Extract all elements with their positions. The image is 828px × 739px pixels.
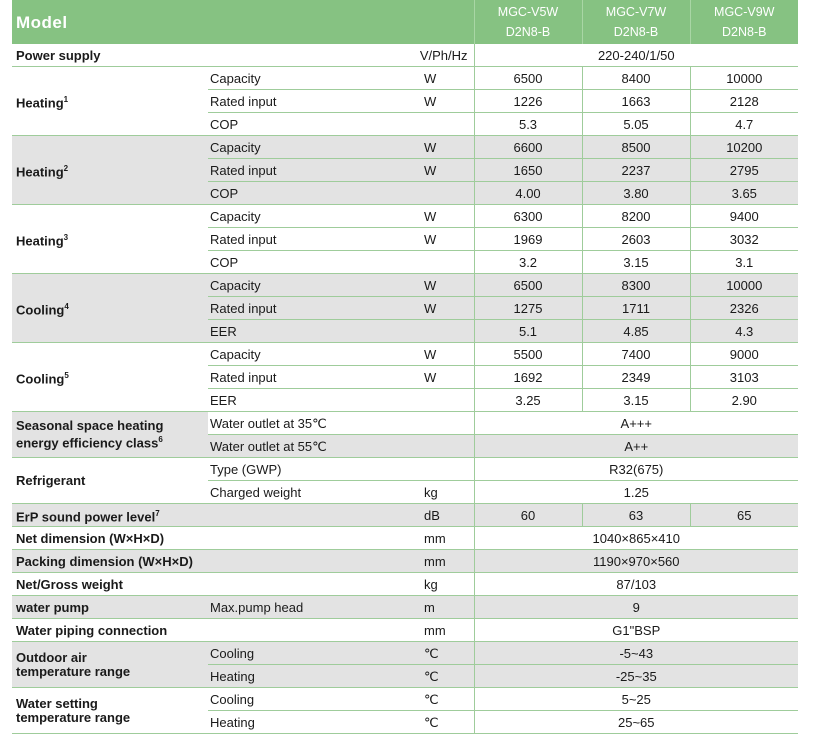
row-value-2: 8200 bbox=[582, 205, 690, 228]
row-unit: W bbox=[424, 159, 474, 182]
pump-unit: m bbox=[424, 596, 474, 619]
net-dimension-label: Net dimension (W×H×D) bbox=[12, 527, 424, 550]
refrigerant-label: Refrigerant bbox=[12, 458, 208, 504]
water-setting-label bbox=[12, 688, 208, 734]
row-value-1: 6300 bbox=[474, 205, 582, 228]
group-3-row-1 bbox=[12, 205, 798, 228]
row-value-1: 6500 bbox=[474, 67, 582, 90]
group-4-label bbox=[12, 274, 208, 343]
piping-unit: mm bbox=[424, 619, 474, 642]
model-header-row bbox=[12, 0, 798, 44]
row-value-3: 2.90 bbox=[690, 389, 798, 412]
sound-label bbox=[12, 504, 424, 527]
net-dimension-row bbox=[12, 527, 798, 550]
row-value-1: 4.00 bbox=[474, 182, 582, 205]
water-setting-label-line1: Water setting bbox=[16, 695, 98, 711]
row-unit: W bbox=[424, 228, 474, 251]
row-value-1: 1275 bbox=[474, 297, 582, 320]
group-5-label bbox=[12, 343, 208, 412]
row-value-2: 3.15 bbox=[582, 251, 690, 274]
net-dimension-unit: mm bbox=[424, 527, 474, 550]
seasonal-value-2: A++ bbox=[474, 435, 798, 458]
model-name-1: MGC-V5W bbox=[497, 5, 559, 19]
row-value-1: 1226 bbox=[474, 90, 582, 113]
water-setting-row-1 bbox=[12, 688, 798, 711]
packing-dimension-value: 1190×970×560 bbox=[474, 550, 798, 573]
outdoor-row-1 bbox=[12, 642, 798, 665]
refrigerant-unit-2: kg bbox=[424, 481, 474, 504]
row-value-2: 1663 bbox=[582, 90, 690, 113]
water-setting-sub-1: Cooling bbox=[208, 688, 424, 711]
row-value-3: 2326 bbox=[690, 297, 798, 320]
row-sub-label: Capacity bbox=[208, 67, 424, 90]
model-label: Model bbox=[12, 0, 474, 44]
model-variant-1: D2N8-B bbox=[505, 25, 551, 39]
specification-table bbox=[12, 0, 798, 734]
group-label-text: Cooling bbox=[16, 371, 65, 387]
net-dimension-value: 1040×865×410 bbox=[474, 527, 798, 550]
model-header-1 bbox=[474, 0, 582, 44]
row-sub-label: COP bbox=[208, 113, 424, 136]
row-value-2: 4.85 bbox=[582, 320, 690, 343]
seasonal-sub-1: Water outlet at 35℃ bbox=[208, 412, 474, 435]
row-value-3: 3103 bbox=[690, 366, 798, 389]
row-unit: W bbox=[424, 205, 474, 228]
row-sub-label: Rated input bbox=[208, 366, 424, 389]
row-value-2: 3.80 bbox=[582, 182, 690, 205]
group-label-text: Cooling bbox=[16, 302, 65, 318]
water-setting-label-line2: temperature range bbox=[16, 709, 131, 725]
pump-value: 9 bbox=[474, 596, 798, 619]
row-value-3: 4.7 bbox=[690, 113, 798, 136]
model-name-3: MGC-V9W bbox=[714, 5, 775, 19]
sound-label-text: ErP sound power level bbox=[16, 509, 156, 525]
row-value-3: 9400 bbox=[690, 205, 798, 228]
row-value-2: 5.05 bbox=[582, 113, 690, 136]
row-value-1: 5.1 bbox=[474, 320, 582, 343]
row-value-2: 8400 bbox=[582, 67, 690, 90]
row-value-2: 2349 bbox=[582, 366, 690, 389]
row-unit: W bbox=[424, 343, 474, 366]
weight-unit: kg bbox=[424, 573, 474, 596]
group-footnote: 3 bbox=[63, 232, 69, 242]
outdoor-sub-2: Heating bbox=[208, 665, 424, 688]
water-setting-sub-2: Heating bbox=[208, 711, 424, 734]
seasonal-label-line1: Seasonal space heating bbox=[16, 417, 164, 433]
piping-label: Water piping connection bbox=[12, 619, 424, 642]
row-value-2: 2237 bbox=[582, 159, 690, 182]
seasonal-sub-2: Water outlet at 55℃ bbox=[208, 435, 474, 458]
row-sub-label: EER bbox=[208, 320, 424, 343]
sound-footnote: 7 bbox=[155, 508, 160, 518]
piping-value: G1"BSP bbox=[474, 619, 798, 642]
outdoor-value-1: -5~43 bbox=[474, 642, 798, 665]
row-value-2: 1711 bbox=[582, 297, 690, 320]
refrigerant-sub-2: Charged weight bbox=[208, 481, 424, 504]
row-sub-label: Capacity bbox=[208, 343, 424, 366]
group-footnote: 1 bbox=[63, 94, 69, 104]
row-unit: W bbox=[424, 67, 474, 90]
row-sub-label: COP bbox=[208, 251, 424, 274]
row-sub-label: Rated input bbox=[208, 228, 424, 251]
row-unit bbox=[424, 389, 474, 412]
model-name-2: MGC-V7W bbox=[605, 5, 667, 19]
water-setting-value-1: 5~25 bbox=[474, 688, 798, 711]
row-value-3: 10000 bbox=[690, 67, 798, 90]
model-header-3 bbox=[690, 0, 798, 44]
refrigerant-row-1 bbox=[12, 458, 798, 481]
row-sub-label: COP bbox=[208, 182, 424, 205]
row-unit bbox=[424, 182, 474, 205]
row-value-3: 2128 bbox=[690, 90, 798, 113]
group-label-text: Heating bbox=[16, 233, 64, 249]
outdoor-unit-1: ℃ bbox=[424, 642, 474, 665]
group-4-row-1 bbox=[12, 274, 798, 297]
weight-value: 87/103 bbox=[474, 573, 798, 596]
row-value-3: 10200 bbox=[690, 136, 798, 159]
power-supply-value: 220-240/1/50 bbox=[474, 44, 798, 67]
row-value-1: 1650 bbox=[474, 159, 582, 182]
outdoor-label-line2: temperature range bbox=[16, 663, 131, 679]
refrigerant-value-1: R32(675) bbox=[474, 458, 798, 481]
group-2-row-1 bbox=[12, 136, 798, 159]
row-value-1: 3.2 bbox=[474, 251, 582, 274]
pump-label: water pump bbox=[12, 596, 208, 619]
row-value-3: 4.3 bbox=[690, 320, 798, 343]
seasonal-footnote: 6 bbox=[158, 434, 163, 444]
row-value-3: 2795 bbox=[690, 159, 798, 182]
seasonal-label bbox=[12, 412, 208, 458]
row-unit: W bbox=[424, 136, 474, 159]
packing-dimension-unit: mm bbox=[424, 550, 474, 573]
row-value-1: 5.3 bbox=[474, 113, 582, 136]
refrigerant-value-2: 1.25 bbox=[474, 481, 798, 504]
group-footnote: 5 bbox=[64, 370, 69, 380]
water-setting-unit-1: ℃ bbox=[424, 688, 474, 711]
row-value-1: 5500 bbox=[474, 343, 582, 366]
row-sub-label: Rated input bbox=[208, 90, 424, 113]
outdoor-label bbox=[12, 642, 208, 688]
water-setting-value-2: 25~65 bbox=[474, 711, 798, 734]
row-unit bbox=[424, 320, 474, 343]
row-unit: W bbox=[424, 297, 474, 320]
row-unit bbox=[424, 251, 474, 274]
sound-value-3: 65 bbox=[690, 504, 798, 527]
row-value-1: 3.25 bbox=[474, 389, 582, 412]
group-label-text: Heating bbox=[16, 164, 64, 180]
row-value-3: 3032 bbox=[690, 228, 798, 251]
power-supply-unit: V/Ph/Hz bbox=[208, 44, 474, 67]
pump-row bbox=[12, 596, 798, 619]
row-value-1: 6500 bbox=[474, 274, 582, 297]
refrigerant-unit-1 bbox=[424, 458, 474, 481]
group-footnote: 4 bbox=[64, 301, 69, 311]
power-supply-row bbox=[12, 44, 798, 67]
row-value-1: 1969 bbox=[474, 228, 582, 251]
row-value-3: 3.65 bbox=[690, 182, 798, 205]
weight-label: Net/Gross weight bbox=[12, 573, 424, 596]
seasonal-label-line2: energy efficiency class bbox=[16, 435, 159, 451]
row-unit: W bbox=[424, 366, 474, 389]
row-value-3: 9000 bbox=[690, 343, 798, 366]
row-value-2: 3.15 bbox=[582, 389, 690, 412]
row-unit bbox=[424, 113, 474, 136]
row-unit: W bbox=[424, 274, 474, 297]
model-variant-3: D2N8-B bbox=[722, 25, 767, 39]
packing-dimension-label: Packing dimension (W×H×D) bbox=[12, 550, 424, 573]
row-value-1: 6600 bbox=[474, 136, 582, 159]
model-header-2 bbox=[582, 0, 690, 44]
group-1-label bbox=[12, 67, 208, 136]
group-2-label bbox=[12, 136, 208, 205]
sound-row bbox=[12, 504, 798, 527]
sound-value-2: 63 bbox=[582, 504, 690, 527]
sound-value-1: 60 bbox=[474, 504, 582, 527]
row-value-2: 7400 bbox=[582, 343, 690, 366]
seasonal-row-1 bbox=[12, 412, 798, 435]
row-sub-label: Capacity bbox=[208, 274, 424, 297]
pump-sub: Max.pump head bbox=[208, 596, 424, 619]
row-sub-label: EER bbox=[208, 389, 424, 412]
group-1-row-1 bbox=[12, 67, 798, 90]
outdoor-unit-2: ℃ bbox=[424, 665, 474, 688]
packing-dimension-row bbox=[12, 550, 798, 573]
outdoor-sub-1: Cooling bbox=[208, 642, 424, 665]
sound-unit: dB bbox=[424, 504, 474, 527]
row-sub-label: Rated input bbox=[208, 159, 424, 182]
group-label-text: Heating bbox=[16, 95, 64, 111]
row-value-2: 8500 bbox=[582, 136, 690, 159]
weight-row bbox=[12, 573, 798, 596]
group-footnote: 2 bbox=[63, 163, 69, 173]
refrigerant-sub-1: Type (GWP) bbox=[208, 458, 424, 481]
row-sub-label: Capacity bbox=[208, 136, 424, 159]
outdoor-label-line1: Outdoor air bbox=[16, 649, 87, 665]
row-value-3: 3.1 bbox=[690, 251, 798, 274]
seasonal-value-1: A+++ bbox=[474, 412, 798, 435]
model-variant-2: D2N8-B bbox=[613, 25, 659, 39]
row-unit: W bbox=[424, 90, 474, 113]
row-value-1: 1692 bbox=[474, 366, 582, 389]
row-sub-label: Capacity bbox=[208, 205, 424, 228]
row-value-2: 8300 bbox=[582, 274, 690, 297]
piping-row bbox=[12, 619, 798, 642]
group-3-label bbox=[12, 205, 208, 274]
row-sub-label: Rated input bbox=[208, 297, 424, 320]
group-5-row-1 bbox=[12, 343, 798, 366]
power-supply-label: Power supply bbox=[12, 44, 208, 67]
outdoor-value-2: -25~35 bbox=[474, 665, 798, 688]
row-value-2: 2603 bbox=[582, 228, 690, 251]
water-setting-unit-2: ℃ bbox=[424, 711, 474, 734]
performance-groups bbox=[12, 67, 798, 412]
row-value-3: 10000 bbox=[690, 274, 798, 297]
